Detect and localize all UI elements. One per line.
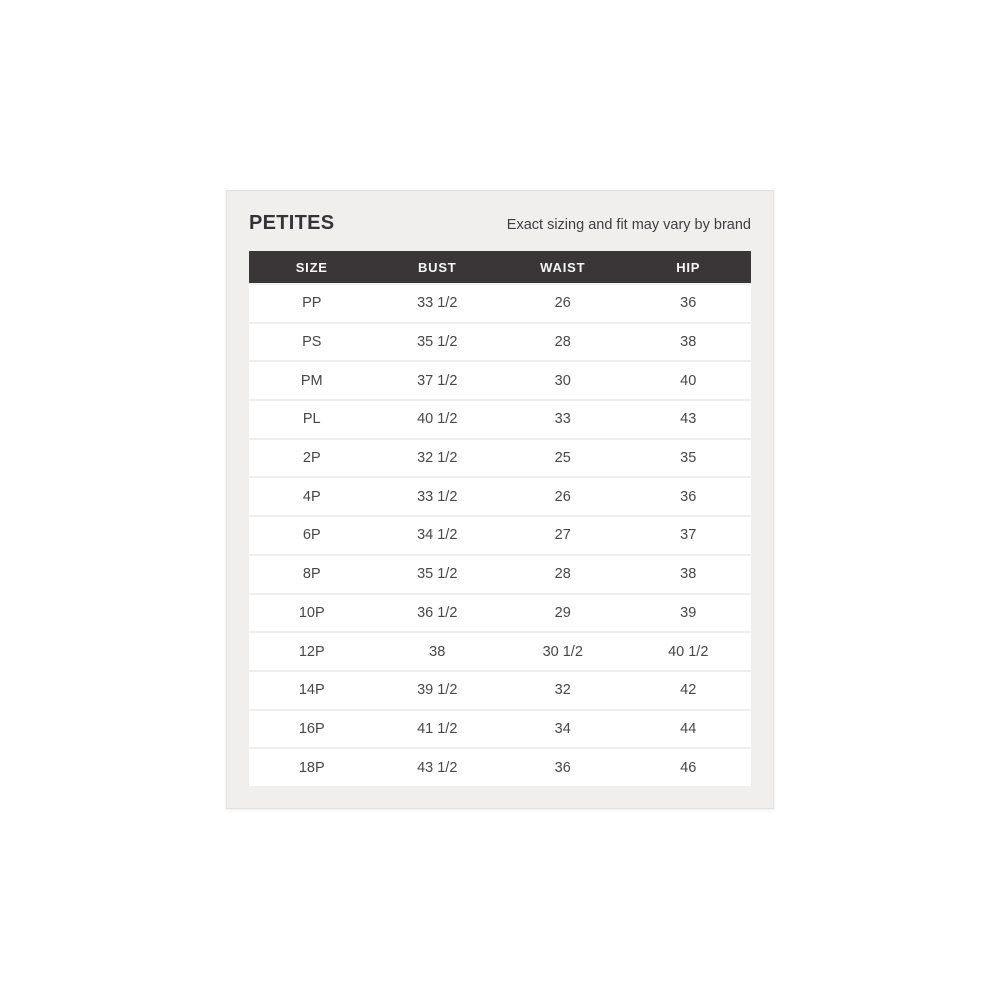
table-cell: 14P [298, 682, 325, 699]
table-cell: 8P [302, 566, 321, 583]
table-cell: 46 [680, 759, 697, 776]
table-row [249, 478, 751, 515]
column-header-bust: BUST [417, 259, 457, 275]
table-cell: 38 [680, 334, 697, 351]
table-cell: 35 [680, 450, 697, 467]
table-cell: 28 [554, 334, 571, 351]
table-row [249, 440, 751, 477]
table-cell: PP [302, 295, 322, 312]
table-row [249, 401, 751, 438]
table-cell: 44 [680, 720, 697, 737]
table-cell: 41 1/2 [417, 720, 458, 737]
table-cell: 40 1/2 [417, 411, 458, 428]
table-row [249, 595, 751, 632]
table-row [249, 711, 751, 748]
table-cell: 12P [298, 643, 325, 660]
table-cell: 37 1/2 [417, 372, 458, 389]
table-cell: 39 [680, 604, 697, 621]
table-cell: 18P [298, 759, 325, 776]
table-cell: 34 1/2 [417, 527, 458, 544]
table-cell: 38 [429, 643, 446, 660]
table-cell: 42 [680, 682, 697, 699]
table-cell: 40 1/2 [668, 643, 709, 660]
table-cell: 32 [554, 682, 571, 699]
table-cell: 30 [554, 372, 571, 389]
table-cell: 32 1/2 [417, 450, 458, 467]
table-cell: 28 [554, 566, 571, 583]
table-row [249, 556, 751, 593]
table-cell: 36 [680, 488, 697, 505]
table-cell: 25 [554, 450, 571, 467]
size-table-body [249, 285, 751, 786]
table-cell: 33 1/2 [417, 488, 458, 505]
size-chart-header [249, 210, 751, 235]
table-cell: 43 [680, 411, 697, 428]
table-cell: 27 [554, 527, 571, 544]
table-cell: PM [300, 372, 323, 389]
table-row [249, 362, 751, 399]
table-cell: 4P [302, 488, 321, 505]
size-chart-card [226, 190, 774, 809]
table-cell: 40 [680, 372, 697, 389]
size-table [249, 251, 751, 786]
table-cell: 36 1/2 [417, 604, 458, 621]
table-cell: 10P [298, 604, 325, 621]
table-cell: 35 1/2 [417, 334, 458, 351]
table-cell: 35 1/2 [417, 566, 458, 583]
table-cell: PL [302, 411, 321, 428]
table-row [249, 517, 751, 554]
table-cell: 36 [680, 295, 697, 312]
table-cell: 30 1/2 [542, 643, 583, 660]
table-cell: 6P [302, 527, 321, 544]
table-cell: 37 [680, 527, 697, 544]
table-row [249, 285, 751, 322]
column-header-waist: WAIST [540, 259, 586, 275]
table-row [249, 324, 751, 361]
table-cell: PS [302, 334, 322, 351]
table-cell: 33 1/2 [417, 295, 458, 312]
table-cell: 33 [554, 411, 571, 428]
page-title: PETITES [249, 212, 335, 234]
table-row [249, 672, 751, 709]
table-cell: 2P [302, 450, 321, 467]
table-row [249, 749, 751, 786]
table-cell: 26 [554, 295, 571, 312]
column-header-size: SIZE [295, 259, 328, 275]
table-cell: 43 1/2 [417, 759, 458, 776]
table-cell: 34 [554, 720, 571, 737]
table-row [249, 633, 751, 670]
table-cell: 36 [554, 759, 571, 776]
table-cell: 16P [298, 720, 325, 737]
table-cell: 38 [680, 566, 697, 583]
table-cell: 39 1/2 [417, 682, 458, 699]
table-cell: 26 [554, 488, 571, 505]
column-header-hip: HIP [676, 259, 701, 275]
table-cell: 29 [554, 604, 571, 621]
sizing-disclaimer: Exact sizing and fit may vary by brand [506, 217, 751, 233]
size-table-header-row [249, 251, 751, 283]
